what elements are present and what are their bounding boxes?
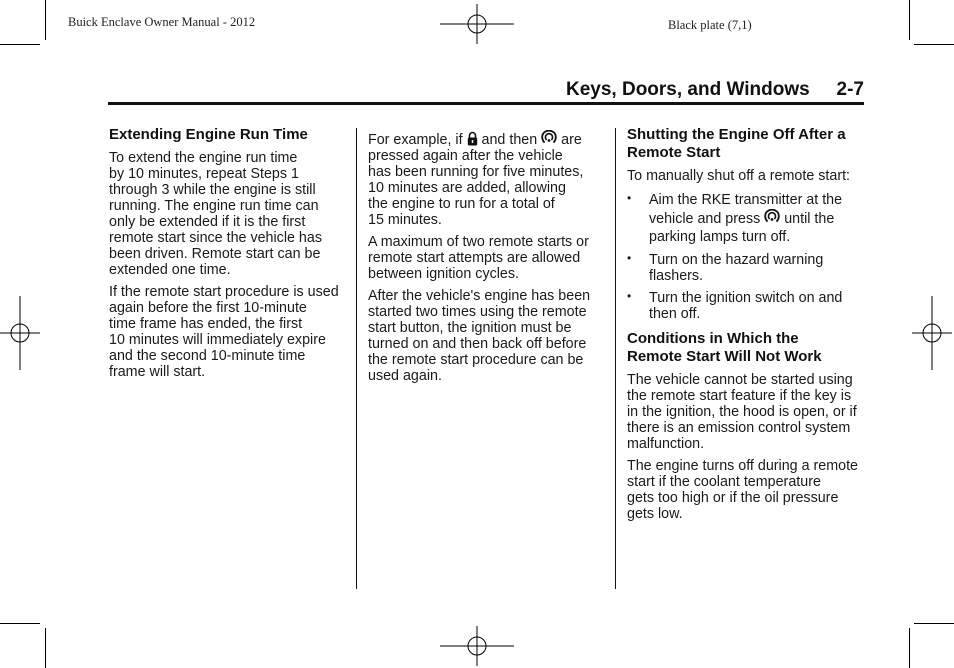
text-line: After the vehicle's engine has been: [368, 288, 591, 304]
paragraph: [368, 234, 608, 282]
text-line: through 3 while the engine is still: [109, 182, 316, 198]
text-line: gets too high or if the oil pressure: [627, 490, 839, 506]
crop-mark: [0, 623, 40, 624]
crop-mark: [0, 44, 40, 45]
column-2: [368, 130, 608, 390]
list-item: [627, 290, 867, 322]
text-line: flashers.: [649, 268, 704, 284]
crop-mark: [909, 628, 910, 668]
heading-shutting-engine-off: [627, 126, 867, 162]
text-line: the engine to run for a total of: [368, 196, 555, 212]
text-line: and the second 10-minute time: [109, 348, 306, 364]
lock-icon: [467, 131, 478, 146]
text-line: frame will start.: [109, 364, 206, 380]
registration-mark-icon: [440, 626, 514, 666]
text-line: parking lamps turn off.: [649, 229, 791, 245]
bullet-marker: •: [627, 191, 632, 205]
text-line: Turn the ignition switch on and: [649, 290, 843, 306]
text-line: If the remote start procedure is used: [109, 284, 339, 300]
text-line: malfunction.: [627, 436, 705, 452]
text-line: running. The engine run time can: [109, 198, 319, 214]
text-line: 10 minutes will immediately expire: [109, 332, 326, 348]
text-fragment: vehicle and press: [649, 211, 761, 227]
text-line: the remote start procedure can be: [368, 352, 584, 368]
remote-start-icon: [764, 209, 780, 225]
text-line: has been running for five minutes,: [368, 164, 584, 180]
text-line: pressed again after the vehicle: [368, 148, 563, 164]
paragraph: [368, 288, 608, 384]
text-line: extended one time.: [109, 262, 231, 278]
text-line: start if the coolant temperature: [627, 474, 821, 490]
text-line: Aim the RKE transmitter at the: [649, 192, 843, 208]
remote-start-icon: [541, 130, 557, 146]
text-line: The vehicle cannot be started using: [627, 372, 853, 388]
crop-mark: [45, 628, 46, 668]
section-title-text: Keys, Doors, and Windows: [566, 79, 810, 100]
heading-line: Conditions in Which the: [627, 330, 799, 347]
text-fragment: until the: [784, 211, 835, 227]
text-line: been driven. Remote start can be: [109, 246, 321, 262]
crop-mark: [909, 0, 910, 40]
text-line: turned on and then back off before: [368, 336, 587, 352]
page-number: 2-7: [836, 79, 864, 100]
paragraph: [368, 130, 608, 228]
text-line: To manually shut off a remote start:: [627, 168, 851, 184]
text-line: the remote start feature if the key is: [627, 388, 852, 404]
crop-mark: [914, 44, 954, 45]
text-line: used again.: [368, 368, 442, 384]
text-line: Turn on the hazard warning: [649, 252, 824, 268]
text-line: then off.: [649, 306, 701, 322]
text-line: only be extended if it is the first: [109, 214, 306, 230]
heading-line: Shutting the Engine Off After a: [627, 126, 846, 143]
text-line: A maximum of two remote starts or: [368, 234, 589, 250]
text-line: between ignition cycles.: [368, 266, 519, 282]
crop-mark: [45, 0, 46, 40]
text-line: 10 minutes are added, allowing: [368, 180, 566, 196]
column-1: [109, 126, 349, 386]
text-fragment: are: [561, 132, 582, 148]
header-rule: [108, 102, 864, 105]
bullet-marker: •: [627, 251, 632, 265]
paragraph: [627, 168, 867, 184]
text-line: gets low.: [627, 506, 683, 522]
registration-mark-icon: [912, 296, 952, 370]
paragraph: [627, 372, 867, 452]
plate-label: Black plate (7,1): [668, 18, 752, 32]
text-line: time frame has ended, the first: [109, 316, 303, 332]
text-line: [368, 130, 608, 148]
heading-conditions-remote-start: [627, 330, 867, 366]
text-line: [649, 209, 867, 228]
heading-line: Remote Start Will Not Work: [627, 348, 822, 365]
text-line: started two times using the remote: [368, 304, 587, 320]
text-fragment: For example, if: [368, 132, 463, 148]
text-line: again before the first 10-minute: [109, 300, 307, 316]
heading-extending-engine-run-time: Extending Engine Run Time: [109, 126, 308, 143]
section-title: [566, 79, 864, 101]
text-line: To extend the engine run time: [109, 150, 298, 166]
column-divider: [615, 128, 616, 589]
text-line: start button, the ignition must be: [368, 320, 572, 336]
text-line: there is an emission control system: [627, 420, 851, 436]
registration-mark-icon: [0, 296, 40, 370]
crop-mark: [914, 623, 954, 624]
paragraph: [627, 458, 867, 522]
text-fragment: and then: [481, 132, 538, 148]
heading-line: Remote Start: [627, 144, 721, 161]
list-item: [627, 191, 867, 246]
column-3: [627, 126, 867, 528]
bullet-marker: •: [627, 289, 632, 303]
registration-mark-icon: [440, 4, 514, 44]
text-line: 15 minutes.: [368, 212, 442, 228]
text-line: The engine turns off during a remote: [627, 458, 859, 474]
paragraph: [109, 284, 349, 380]
text-line: remote start attempts are allowed: [368, 250, 581, 266]
list-item: [627, 252, 867, 284]
column-divider: [356, 128, 357, 589]
document-title: Buick Enclave Owner Manual - 2012: [68, 15, 256, 29]
text-line: remote start since the vehicle has: [109, 230, 322, 246]
text-line: in the ignition, the hood is open, or if: [627, 404, 857, 420]
paragraph: [109, 150, 349, 278]
text-line: by 10 minutes, repeat Steps 1: [109, 166, 299, 182]
